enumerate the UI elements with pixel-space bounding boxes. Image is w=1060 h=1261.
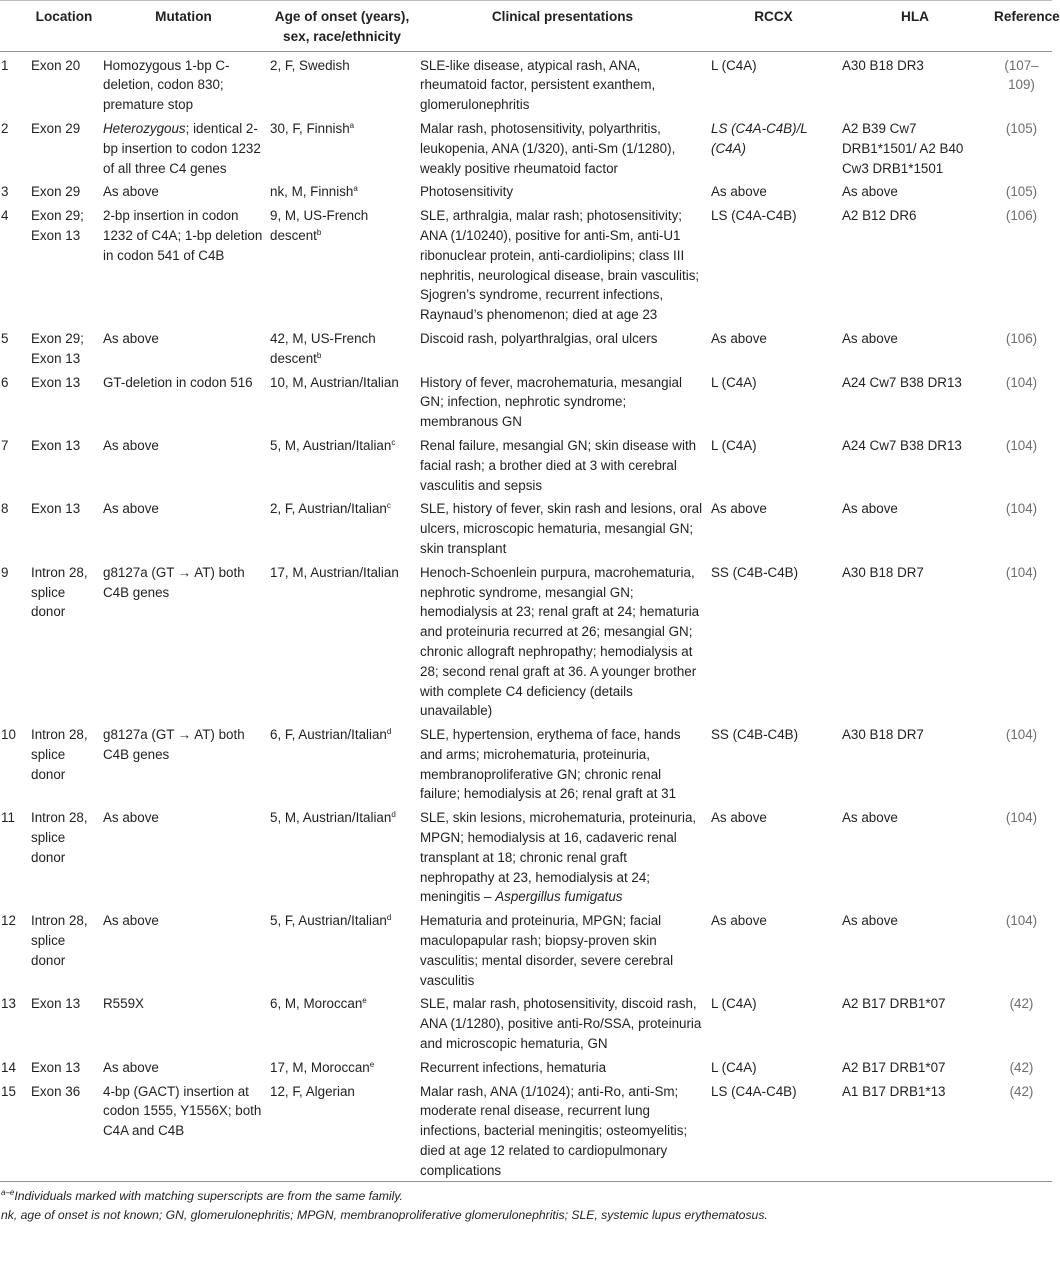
- clinical-text: Recurrent infections, hematuria: [420, 1059, 607, 1075]
- age-text: nk, M, Finnish: [270, 184, 354, 200]
- cell-location: Exon 13: [31, 374, 81, 390]
- age-text: 6, M, Moroccan: [270, 996, 363, 1012]
- mutation-text: As above: [103, 810, 159, 826]
- cell-reference: (107–109): [1004, 57, 1039, 93]
- cell-rccx: L (C4A): [711, 1059, 757, 1075]
- cell-age-onset: [267, 115, 417, 178]
- cell-number: 10: [1, 727, 16, 743]
- cell-mutation: [100, 1078, 267, 1181]
- age-text: 17, M, Austrian/Italian: [270, 564, 399, 580]
- mutation-text: As above: [103, 184, 159, 200]
- cell-hla: A2 B12 DR6: [842, 208, 917, 224]
- cell-location: Exon 36: [31, 1083, 81, 1099]
- cell-age-onset: [267, 495, 417, 558]
- cell-number: 8: [1, 501, 9, 517]
- mutation-text: g8127a (GT → AT) both C4B genes: [103, 564, 245, 600]
- mutation-text: Homozygous 1-bp C-deletion, codon 830; premature stop: [103, 57, 230, 113]
- cell-reference: (104): [1005, 374, 1038, 390]
- family-superscript: e: [369, 1059, 375, 1069]
- clinical-text: Hematuria and proteinuria, MPGN; facial maculopapular rash; biopsy-proven skin vasculitis; mental disorder, severe cerebral vasculitis: [420, 913, 674, 988]
- cell-rccx: L (C4A): [711, 374, 757, 390]
- cell-age-onset: [267, 721, 417, 804]
- cell-clinical: [417, 990, 708, 1053]
- cell-location: Exon 20: [31, 57, 81, 73]
- cell-rccx: LS (C4A-C4B): [711, 1083, 797, 1099]
- family-superscript: d: [386, 727, 392, 737]
- cell-location: Exon 13: [31, 437, 81, 453]
- cell-location: Exon 29; Exon 13: [31, 208, 84, 243]
- table-row: [0, 202, 1052, 325]
- age-text: 30, F, Finnish: [270, 120, 350, 136]
- mutation-text: GT-deletion in codon 516: [103, 374, 253, 390]
- clinical-text: SLE, malar rash, photosensitivity, discoid rash, ANA (1/1280), positive anti-Ro/SSA, proteinuria and microscopic hematuria, GN: [420, 996, 702, 1052]
- cell-mutation: [100, 721, 267, 804]
- cell-number: 2: [1, 120, 9, 136]
- family-superscript: a: [353, 184, 358, 194]
- cell-mutation: [100, 369, 267, 432]
- table-row: [0, 51, 1052, 115]
- cell-reference: (105): [1005, 120, 1038, 136]
- table-row: [0, 495, 1052, 558]
- footnote-superscripts: a–e: [1, 1187, 15, 1197]
- family-superscript: d: [386, 913, 392, 923]
- cell-rccx: LS (C4A-C4B)/L (C4A): [711, 120, 808, 156]
- cell-hla: A30 B18 DR7: [842, 564, 924, 580]
- cell-number: 4: [1, 208, 9, 224]
- table-header-row: [0, 1, 1052, 52]
- header-number: [0, 1, 28, 52]
- cell-rccx: As above: [711, 913, 767, 929]
- cell-age-onset: [267, 559, 417, 721]
- cell-hla: As above: [842, 184, 898, 200]
- mutation-text: g8127a (GT → AT) both C4B genes: [103, 727, 245, 762]
- clinical-text: SLE, hypertension, erythema of face, hands and arms; microhematuria, proteinuria, membranoproliferative GN; chronic renal failure; hemodialysis at 26; renal graft at 31: [420, 727, 681, 802]
- cell-location: Exon 29: [31, 184, 81, 200]
- cell-hla: As above: [842, 913, 898, 929]
- cell-reference: (42): [1009, 1083, 1034, 1099]
- table-row: [0, 1054, 1052, 1078]
- cell-clinical: [417, 1054, 708, 1078]
- cell-age-onset: [267, 804, 417, 907]
- header-age-onset: Age of onset (years), sex, race/ethnicity: [274, 9, 410, 44]
- age-text: 2, F, Austrian/Italian: [270, 501, 387, 517]
- clinical-text: Henoch-Schoenlein purpura, macrohematuria, nephrotic syndrome, mesangial GN; hemodialysis at 23; renal graft at 24; hematuria and proteinuria recurred at 26; mesangial GN; chronic allograft nephropathy; hemodialysis at 28; second renal graft at 36. A younger brother with complete C4 deficiency (details unavailable): [420, 564, 700, 719]
- cell-clinical: [417, 559, 708, 721]
- cell-clinical: [417, 115, 708, 178]
- cell-reference: (104): [1005, 810, 1038, 826]
- cell-clinical: [417, 202, 708, 325]
- cell-clinical: [417, 325, 708, 369]
- header-location: Location: [35, 9, 93, 24]
- cell-number: 9: [1, 564, 9, 580]
- header-reference: Reference: [994, 9, 1060, 24]
- cell-mutation: [100, 804, 267, 907]
- cell-reference: (105): [1005, 184, 1038, 200]
- cell-age-onset: [267, 202, 417, 325]
- mutation-text: 4-bp (GACT) insertion at codon 1555, Y1556X; both C4A and C4B: [103, 1083, 262, 1139]
- cell-location: Intron 28, splice donor: [31, 810, 88, 865]
- table-row: [0, 178, 1052, 202]
- mutation-text: As above: [103, 913, 159, 929]
- cell-reference: (104): [1005, 913, 1038, 929]
- family-superscript: b: [316, 227, 322, 237]
- table-row: [0, 325, 1052, 369]
- cell-mutation: [100, 495, 267, 558]
- family-superscript: d: [391, 810, 396, 820]
- cell-rccx: As above: [711, 184, 767, 200]
- cell-mutation: [100, 559, 267, 721]
- mutation-text: As above: [103, 501, 159, 517]
- cell-reference: (42): [1009, 996, 1034, 1012]
- age-text: 12, F, Algerian: [270, 1083, 355, 1099]
- cell-clinical: [417, 804, 708, 907]
- age-text: 6, F, Austrian/Italian: [270, 727, 387, 743]
- clinical-text: Photosensitivity: [420, 184, 514, 200]
- family-superscript: b: [316, 350, 322, 360]
- cell-mutation: [100, 907, 267, 990]
- cell-hla: As above: [842, 501, 898, 517]
- mutation-text: 2-bp insertion in codon 1232 of C4A; 1-bp deletion in codon 541 of C4B: [103, 208, 263, 263]
- clinical-text: SLE-like disease, atypical rash, ANA, rheumatoid factor, persistent exanthem, glomerulonephritis: [420, 57, 656, 113]
- cell-rccx: As above: [711, 810, 767, 826]
- cell-clinical: [417, 721, 708, 804]
- cell-number: 6: [1, 374, 9, 390]
- table-row: [0, 1078, 1052, 1181]
- table-row: [0, 559, 1052, 721]
- cell-number: 5: [1, 330, 9, 346]
- cell-hla: A30 B18 DR3: [842, 57, 924, 73]
- age-text: 9, M, US-French descent: [270, 208, 369, 243]
- clinical-text: Malar rash, ANA (1/1024); anti-Ro, anti-Sm; moderate renal disease, recurrent lung infections, bacterial meningitis; osteomyelitis; died at age 12 related to cardiopulmonary complications: [420, 1083, 688, 1178]
- family-superscript: c: [386, 501, 391, 511]
- age-text: 5, M, Austrian/Italian: [270, 437, 392, 453]
- table-row: [0, 990, 1052, 1053]
- cell-hla: As above: [842, 330, 898, 346]
- mutation-emphasis: Heterozygous: [103, 120, 186, 136]
- cell-clinical: [417, 369, 708, 432]
- cell-mutation: [100, 325, 267, 369]
- cell-mutation: [100, 432, 267, 495]
- cell-number: 1: [1, 57, 9, 73]
- cell-reference: (42): [1009, 1059, 1034, 1075]
- cell-mutation: [100, 1054, 267, 1078]
- cell-rccx: L (C4A): [711, 437, 757, 453]
- header-clinical: Clinical presentations: [491, 9, 634, 24]
- header-hla: HLA: [901, 9, 929, 24]
- cell-location: Intron 28, splice donor: [31, 727, 88, 782]
- clinical-text: Discoid rash, polyarthralgias, oral ulcers: [420, 330, 658, 346]
- clinical-text: SLE, arthralgia, malar rash; photosensitivity; ANA (1/10240), positive for anti-Sm, anti-U1 ribonuclear protein, anti-cardiolipins; class III nephritis, neurological disease, brain vasculitis; Sjogren’s syndrome, recurrent infections, Raynaud’s phenomenon; died at age 23: [420, 208, 700, 323]
- cell-rccx: As above: [711, 330, 767, 346]
- age-text: 42, M, US-French descent: [270, 330, 376, 366]
- cell-location: Intron 28, splice donor: [31, 564, 88, 620]
- cell-hla: A24 Cw7 B38 DR13: [842, 374, 962, 390]
- footnote-family-text: Individuals marked with matching superscripts are from the same family.: [14, 1188, 403, 1203]
- header-mutation: Mutation: [155, 9, 212, 24]
- clinical-emphasis: Aspergillus fumigatus: [495, 889, 623, 905]
- cell-location: Exon 29; Exon 13: [31, 330, 84, 366]
- cell-clinical: [417, 51, 708, 115]
- cell-rccx: LS (C4A-C4B): [711, 208, 797, 224]
- cell-hla: A24 Cw7 B38 DR13: [842, 437, 962, 453]
- cell-number: 12: [1, 913, 16, 929]
- cell-reference: (104): [1005, 564, 1038, 580]
- cell-hla: As above: [842, 810, 898, 826]
- clinical-text: Renal failure, mesangial GN; skin disease with facial rash; a brother died at 3 with cerebral vasculitis and sepsis: [420, 437, 697, 493]
- table-footnotes: [0, 1187, 1052, 1225]
- cell-age-onset: [267, 369, 417, 432]
- cell-number: 7: [1, 437, 9, 453]
- cell-hla: A2 B17 DRB1*07: [842, 1059, 946, 1075]
- cell-age-onset: [267, 178, 417, 202]
- cell-reference: (106): [1005, 330, 1038, 346]
- cell-number: 13: [1, 996, 16, 1012]
- cell-clinical: [417, 1078, 708, 1181]
- cell-location: Exon 29: [31, 120, 81, 136]
- age-text: 17, M, Moroccan: [270, 1059, 370, 1075]
- cell-mutation: [100, 990, 267, 1053]
- cell-rccx: L (C4A): [711, 57, 757, 73]
- cell-location: Exon 13: [31, 1059, 81, 1075]
- cell-number: 15: [1, 1083, 16, 1099]
- family-superscript: e: [362, 996, 367, 1006]
- mutation-text: R559X: [103, 996, 144, 1012]
- cell-mutation: [100, 51, 267, 115]
- cell-rccx: SS (C4B-C4B): [711, 564, 799, 580]
- cell-clinical: [417, 495, 708, 558]
- cell-reference: (104): [1005, 501, 1038, 517]
- header-rccx: RCCX: [754, 9, 793, 24]
- cell-age-onset: [267, 1054, 417, 1078]
- cell-number: 14: [1, 1059, 16, 1075]
- cell-location: Exon 13: [31, 501, 81, 517]
- cell-number: 11: [1, 810, 15, 826]
- clinical-text: SLE, history of fever, skin rash and lesions, oral ulcers, microscopic hematuria, mesangial GN; skin transplant: [420, 501, 703, 556]
- clinical-text: SLE, skin lesions, microhematuria, proteinuria, MPGN; hemodialysis at 16, cadaveric renal transplant at 18; chronic renal graft nephropathy at 23, hemodialysis at 24; meningitis –: [420, 810, 697, 905]
- cell-rccx: SS (C4B-C4B): [711, 727, 799, 743]
- table-row: [0, 721, 1052, 804]
- mutation-text: ; identical 2-bp insertion to codon 1232 of all three C4 genes: [103, 120, 261, 176]
- table-row: [0, 907, 1052, 990]
- cell-clinical: [417, 178, 708, 202]
- cell-mutation: [100, 202, 267, 325]
- cell-age-onset: [267, 990, 417, 1053]
- age-text: 2, F, Swedish: [270, 57, 350, 73]
- cell-age-onset: [267, 1078, 417, 1181]
- cell-rccx: As above: [711, 501, 767, 517]
- clinical-text: History of fever, macrohematuria, mesangial GN; infection, nephrotic syndrome; membranous GN: [420, 374, 682, 430]
- cell-age-onset: [267, 907, 417, 990]
- cell-age-onset: [267, 325, 417, 369]
- mutation-text: As above: [103, 1059, 159, 1075]
- cell-age-onset: [267, 51, 417, 115]
- table-row: [0, 115, 1052, 178]
- cell-reference: (106): [1005, 208, 1038, 224]
- family-superscript: c: [391, 437, 396, 447]
- table-body: [0, 51, 1052, 1181]
- cell-hla: A2 B39 Cw7 DRB1*1501/ A2 B40 Cw3 DRB1*1501: [842, 120, 964, 176]
- family-superscript: a: [349, 120, 355, 130]
- age-text: 10, M, Austrian/Italian: [270, 374, 399, 390]
- footnote-abbreviations: nk, age of onset is not known; GN, glomerulonephritis; MPGN, membranoproliferative glomerulonephritis; SLE, systemic lupus erythematosus.: [1, 1207, 768, 1222]
- cell-mutation: [100, 115, 267, 178]
- mutation-text: As above: [103, 437, 159, 453]
- cell-clinical: [417, 907, 708, 990]
- cell-hla: A1 B17 DRB1*13: [842, 1083, 946, 1099]
- cell-age-onset: [267, 432, 417, 495]
- age-text: 5, M, Austrian/Italian: [270, 810, 392, 826]
- cell-rccx: L (C4A): [711, 996, 757, 1012]
- cell-reference: (104): [1005, 727, 1038, 743]
- clinical-text: Malar rash, photosensitivity, polyarthritis, leukopenia, ANA (1/320), anti-Sm (1/1280), weakly positive rheumatoid factor: [420, 120, 676, 176]
- cell-clinical: [417, 432, 708, 495]
- table-row: [0, 369, 1052, 432]
- cell-mutation: [100, 178, 267, 202]
- cell-reference: (104): [1005, 437, 1038, 453]
- footnote-family: [1, 1187, 1052, 1206]
- cell-hla: A30 B18 DR7: [842, 727, 924, 743]
- cell-number: 3: [1, 184, 9, 200]
- table-row: [0, 804, 1052, 907]
- cell-location: Intron 28, splice donor: [31, 913, 88, 968]
- table-row: [0, 432, 1052, 495]
- cell-hla: A2 B17 DRB1*07: [842, 996, 946, 1012]
- mutation-text: As above: [103, 330, 159, 346]
- cell-location: Exon 13: [31, 996, 81, 1012]
- age-text: 5, F, Austrian/Italian: [270, 913, 387, 929]
